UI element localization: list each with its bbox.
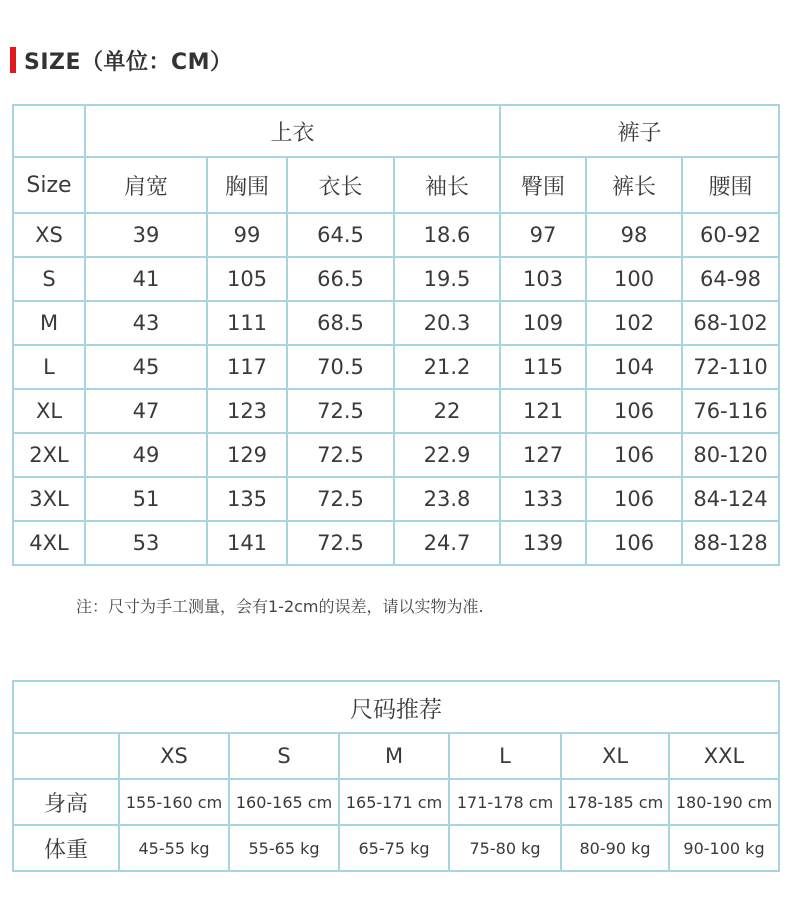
size-value-cell: 18.6: [394, 213, 500, 257]
recommend-title: 尺码推荐: [13, 681, 779, 733]
header-chest: 胸围: [207, 157, 287, 213]
height-label: 身高: [13, 779, 119, 825]
header-sleeve: 袖长: [394, 157, 500, 213]
size-value-cell: 39: [85, 213, 207, 257]
size-recommendation-table: [12, 680, 780, 872]
page-title: SIZE（单位：CM）: [24, 49, 233, 75]
size-value-cell: 66.5: [287, 257, 394, 301]
size-value-cell: 129: [207, 433, 287, 477]
size-value-cell: 106: [586, 477, 682, 521]
height-cell: 178-185 cm: [561, 779, 669, 825]
size-label-cell: 2XL: [13, 433, 85, 477]
size-value-cell: 123: [207, 389, 287, 433]
size-value-cell: 19.5: [394, 257, 500, 301]
recommend-height-row: [13, 779, 779, 825]
header-size: Size: [13, 157, 85, 213]
size-value-cell: 68.5: [287, 301, 394, 345]
size-value-cell: 41: [85, 257, 207, 301]
height-cell: 160-165 cm: [229, 779, 339, 825]
header-length: 衣长: [287, 157, 394, 213]
size-value-cell: 49: [85, 433, 207, 477]
measurement-note: 注：尺寸为手工测量，会有1-2cm的误差，请以实物为准.: [76, 597, 484, 616]
size-value-cell: 141: [207, 521, 287, 565]
title-accent-bar: [10, 47, 16, 73]
size-value-cell: 45: [85, 345, 207, 389]
weight-cell: 45-55 kg: [119, 825, 229, 871]
height-cell: 165-171 cm: [339, 779, 449, 825]
size-row: [13, 433, 779, 477]
size-row: [13, 301, 779, 345]
size-value-cell: 72.5: [287, 433, 394, 477]
group-corner-cell: [13, 105, 85, 157]
size-label-cell: XL: [13, 389, 85, 433]
size-value-cell: 22: [394, 389, 500, 433]
size-label-cell: 4XL: [13, 521, 85, 565]
size-value-cell: 127: [500, 433, 586, 477]
recommend-size-m: M: [339, 733, 449, 779]
recommend-size-xxl: XXL: [669, 733, 779, 779]
size-value-cell: 97: [500, 213, 586, 257]
recommend-size-xl: XL: [561, 733, 669, 779]
size-value-cell: 60-92: [682, 213, 779, 257]
size-row: [13, 521, 779, 565]
size-row: [13, 389, 779, 433]
size-value-cell: 72-110: [682, 345, 779, 389]
recommend-corner-cell: [13, 733, 119, 779]
size-value-cell: 98: [586, 213, 682, 257]
header-shoulder: 肩宽: [85, 157, 207, 213]
size-value-cell: 139: [500, 521, 586, 565]
size-value-cell: 68-102: [682, 301, 779, 345]
size-value-cell: 20.3: [394, 301, 500, 345]
size-value-cell: 72.5: [287, 521, 394, 565]
size-value-cell: 24.7: [394, 521, 500, 565]
weight-cell: 90-100 kg: [669, 825, 779, 871]
size-value-cell: 64.5: [287, 213, 394, 257]
weight-label: 体重: [13, 825, 119, 871]
height-cell: 155-160 cm: [119, 779, 229, 825]
size-label-cell: XS: [13, 213, 85, 257]
size-value-cell: 99: [207, 213, 287, 257]
size-value-cell: 53: [85, 521, 207, 565]
size-value-cell: 51: [85, 477, 207, 521]
size-row: [13, 213, 779, 257]
header-pants-length: 裤长: [586, 157, 682, 213]
recommend-size-xs: XS: [119, 733, 229, 779]
recommend-size-l: L: [449, 733, 561, 779]
size-value-cell: 115: [500, 345, 586, 389]
size-value-cell: 72.5: [287, 389, 394, 433]
size-value-cell: 47: [85, 389, 207, 433]
weight-cell: 80-90 kg: [561, 825, 669, 871]
column-header-row: [13, 157, 779, 213]
recommend-title-row: [13, 681, 779, 733]
size-value-cell: 121: [500, 389, 586, 433]
size-value-cell: 103: [500, 257, 586, 301]
size-value-cell: 21.2: [394, 345, 500, 389]
recommend-size-s: S: [229, 733, 339, 779]
size-value-cell: 133: [500, 477, 586, 521]
page-title-group: [10, 44, 233, 76]
size-value-cell: 106: [586, 521, 682, 565]
size-value-cell: 64-98: [682, 257, 779, 301]
size-label-cell: S: [13, 257, 85, 301]
size-value-cell: 22.9: [394, 433, 500, 477]
height-cell: 180-190 cm: [669, 779, 779, 825]
group-pants-header: 裤子: [500, 105, 779, 157]
size-value-cell: 117: [207, 345, 287, 389]
size-value-cell: 88-128: [682, 521, 779, 565]
size-value-cell: 106: [586, 433, 682, 477]
size-value-cell: 100: [586, 257, 682, 301]
size-value-cell: 106: [586, 389, 682, 433]
recommend-weight-row: [13, 825, 779, 871]
size-value-cell: 102: [586, 301, 682, 345]
size-value-cell: 23.8: [394, 477, 500, 521]
size-value-cell: 111: [207, 301, 287, 345]
size-value-cell: 84-124: [682, 477, 779, 521]
header-waist: 腰围: [682, 157, 779, 213]
size-row: [13, 477, 779, 521]
size-row: [13, 345, 779, 389]
size-value-cell: 105: [207, 257, 287, 301]
size-value-cell: 80-120: [682, 433, 779, 477]
size-value-cell: 76-116: [682, 389, 779, 433]
recommend-size-header-row: [13, 733, 779, 779]
size-value-cell: 70.5: [287, 345, 394, 389]
size-chart-table: [12, 104, 780, 566]
size-row: [13, 257, 779, 301]
size-rows: [13, 213, 779, 565]
size-value-cell: 109: [500, 301, 586, 345]
size-value-cell: 43: [85, 301, 207, 345]
size-label-cell: M: [13, 301, 85, 345]
header-hip: 臀围: [500, 157, 586, 213]
size-label-cell: 3XL: [13, 477, 85, 521]
group-header-row: [13, 105, 779, 157]
weight-cell: 75-80 kg: [449, 825, 561, 871]
size-value-cell: 72.5: [287, 477, 394, 521]
size-value-cell: 135: [207, 477, 287, 521]
weight-cell: 55-65 kg: [229, 825, 339, 871]
weight-cell: 65-75 kg: [339, 825, 449, 871]
group-top-header: 上衣: [85, 105, 500, 157]
height-cell: 171-178 cm: [449, 779, 561, 825]
size-value-cell: 104: [586, 345, 682, 389]
size-label-cell: L: [13, 345, 85, 389]
